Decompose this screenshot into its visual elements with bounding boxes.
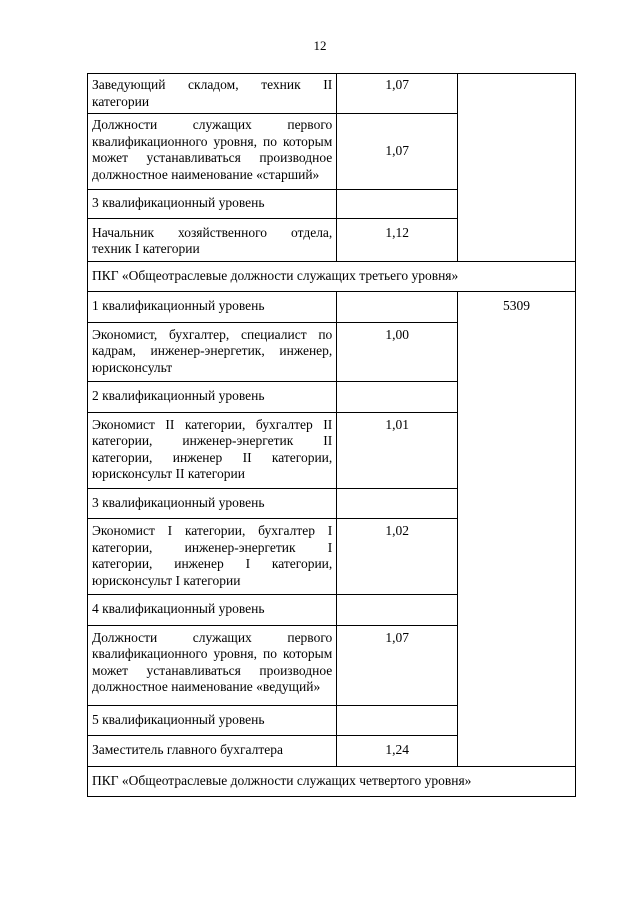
coefficient: 1,07 xyxy=(337,114,458,190)
coefficient: 1,01 xyxy=(337,412,458,488)
position-name: Экономист, бухгалтер, специалист по кадрам, инженер-энергетик, инженер, юрисконсульт xyxy=(88,322,337,382)
group-header-row xyxy=(88,261,576,292)
coefficient: 1,07 xyxy=(337,74,458,114)
position-name: Начальник хозяйственного отдела, техник I категории xyxy=(88,218,337,261)
coefficient xyxy=(337,292,458,323)
position-name: Должности служащих первого квалификационного уровня, по которым может устанавливаться производное должностное наименование «ведущий» xyxy=(88,625,337,705)
coefficient xyxy=(337,595,458,626)
coefficient xyxy=(337,382,458,413)
group-title: ПКГ «Общеотраслевые должности служащих третьего уровня» xyxy=(88,261,576,292)
coefficient: 1,24 xyxy=(337,736,458,767)
table-row xyxy=(88,292,576,323)
coefficient: 1,07 xyxy=(337,625,458,705)
position-name: Заведующий складом, техник II категории xyxy=(88,74,337,114)
level-name: 3 квалификационный уровень xyxy=(88,190,337,219)
position-name: Экономист I категории, бухгалтер I категории, инженер-энергетик I категории, инженер I категории, юрисконсульт I категории xyxy=(88,519,337,595)
level-name: 1 квалификационный уровень xyxy=(88,292,337,323)
salary-cell: 5309 xyxy=(458,292,576,767)
salary-table xyxy=(87,73,576,797)
page-number: 12 xyxy=(313,38,327,53)
coefficient: 1,00 xyxy=(337,322,458,382)
level-name: 4 квалификационный уровень xyxy=(88,595,337,626)
coefficient xyxy=(337,705,458,736)
position-name: Должности служащих первого квалификационного уровня, по которым может устанавливаться производное должностное наименование «старший» xyxy=(88,114,337,190)
coefficient: 1,12 xyxy=(337,218,458,261)
group-title: ПКГ «Общеотраслевые должности служащих четвертого уровня» xyxy=(88,766,576,797)
table-row xyxy=(88,74,576,114)
coefficient xyxy=(337,190,458,219)
position-name: Заместитель главного бухгалтера xyxy=(88,736,337,767)
level-name: 5 квалификационный уровень xyxy=(88,705,337,736)
coefficient xyxy=(337,488,458,519)
salary-cell xyxy=(458,74,576,262)
level-name: 2 квалификационный уровень xyxy=(88,382,337,413)
position-name: Экономист II категории, бухгалтер II категории, инженер-энергетик II категории, инженер II категории, юрисконсульт II категории xyxy=(88,412,337,488)
level-name: 3 квалификационный уровень xyxy=(88,488,337,519)
coefficient: 1,02 xyxy=(337,519,458,595)
group-header-row xyxy=(88,766,576,797)
